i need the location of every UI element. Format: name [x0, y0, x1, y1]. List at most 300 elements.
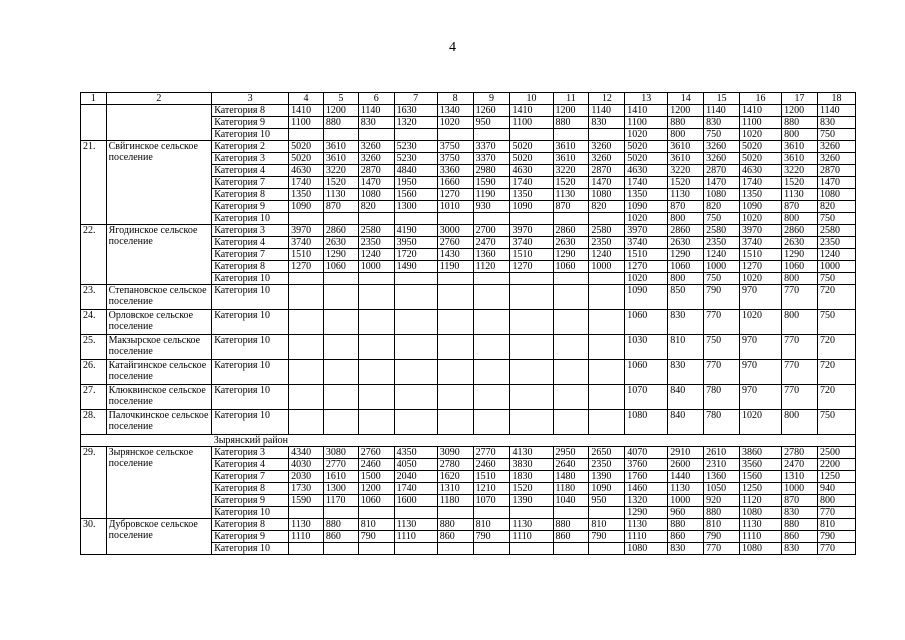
- value-cell: 2580: [704, 225, 740, 237]
- value-cell: 3610: [782, 141, 818, 153]
- value-cell: 780: [704, 385, 740, 410]
- category-cell: Категория 10: [212, 213, 289, 225]
- column-header: 13: [625, 93, 668, 105]
- value-cell: [358, 543, 394, 555]
- value-cell: 790: [817, 531, 855, 543]
- value-cell: 2610: [704, 447, 740, 459]
- category-cell: Категория 2: [212, 141, 289, 153]
- value-cell: 810: [704, 519, 740, 531]
- district-spacer: [81, 435, 212, 447]
- category-cell: Категория 9: [212, 117, 289, 129]
- value-cell: 1360: [704, 471, 740, 483]
- value-cell: 1660: [437, 177, 473, 189]
- value-cell: 870: [553, 201, 589, 213]
- category-cell: Категория 10: [212, 543, 289, 555]
- column-header: 9: [473, 93, 510, 105]
- category-cell: Категория 3: [212, 153, 289, 165]
- settlement-label: Степановское сельское поселение: [108, 285, 207, 307]
- value-cell: 750: [817, 213, 855, 225]
- category-cell: Категория 8: [212, 189, 289, 201]
- value-cell: 2350: [358, 237, 394, 249]
- value-cell: 1060: [358, 495, 394, 507]
- value-cell: 820: [704, 201, 740, 213]
- table-row: [81, 410, 856, 435]
- value-cell: 3260: [817, 141, 855, 153]
- value-cell: 1310: [782, 471, 818, 483]
- value-cell: [323, 213, 358, 225]
- value-cell: 920: [704, 495, 740, 507]
- value-cell: 1410: [740, 105, 782, 117]
- table-body: [81, 93, 856, 555]
- value-cell: 830: [817, 117, 855, 129]
- value-cell: [289, 335, 324, 360]
- value-cell: [437, 310, 473, 335]
- value-cell: [553, 273, 589, 285]
- value-cell: 1200: [323, 105, 358, 117]
- column-header: 18: [817, 93, 855, 105]
- value-cell: 800: [668, 273, 704, 285]
- value-cell: 1120: [473, 261, 510, 273]
- value-cell: 2860: [668, 225, 704, 237]
- value-cell: 1740: [625, 177, 668, 189]
- value-cell: [553, 129, 589, 141]
- district-name: Зырянский район: [212, 435, 856, 447]
- value-cell: 950: [589, 495, 625, 507]
- value-cell: 750: [704, 335, 740, 360]
- value-cell: [394, 543, 437, 555]
- value-cell: 5020: [740, 141, 782, 153]
- table-row: [81, 225, 856, 237]
- value-cell: 3560: [740, 459, 782, 471]
- column-header: 1: [81, 93, 107, 105]
- value-cell: 1060: [625, 360, 668, 385]
- value-cell: [394, 410, 437, 435]
- value-cell: 1590: [289, 495, 324, 507]
- value-cell: 2460: [358, 459, 394, 471]
- value-cell: 810: [473, 519, 510, 531]
- value-cell: 750: [704, 213, 740, 225]
- value-cell: 860: [553, 531, 589, 543]
- value-cell: 1050: [704, 483, 740, 495]
- settlement-name: [106, 105, 212, 141]
- value-cell: 1260: [473, 105, 510, 117]
- value-cell: 970: [740, 385, 782, 410]
- value-cell: 1090: [625, 285, 668, 310]
- category-cell: Категория 3: [212, 447, 289, 459]
- row-number: 23.: [81, 285, 107, 310]
- value-cell: 3740: [740, 237, 782, 249]
- table-row: [81, 447, 856, 459]
- value-cell: 800: [668, 129, 704, 141]
- value-cell: [437, 543, 473, 555]
- category-cell: Категория 10: [212, 335, 289, 360]
- value-cell: 770: [704, 543, 740, 555]
- value-cell: 1610: [323, 471, 358, 483]
- settlement-label: Дубровское сельское поселение: [108, 519, 198, 541]
- value-cell: 1200: [358, 483, 394, 495]
- value-cell: 3970: [510, 225, 553, 237]
- row-number: [81, 105, 107, 141]
- value-cell: 1110: [740, 531, 782, 543]
- value-cell: 2640: [553, 459, 589, 471]
- value-cell: 2350: [817, 237, 855, 249]
- value-cell: 2470: [473, 237, 510, 249]
- value-cell: 1270: [625, 261, 668, 273]
- value-cell: [358, 285, 394, 310]
- settlement-label: Катайгинское сельское поселение: [108, 360, 207, 382]
- value-cell: 790: [704, 531, 740, 543]
- value-cell: [589, 360, 625, 385]
- column-header: 7: [394, 93, 437, 105]
- value-cell: [473, 213, 510, 225]
- value-cell: 720: [817, 285, 855, 310]
- value-cell: 790: [589, 531, 625, 543]
- value-cell: 1020: [740, 129, 782, 141]
- value-cell: 930: [473, 201, 510, 213]
- value-cell: 1510: [510, 249, 553, 261]
- value-cell: [394, 385, 437, 410]
- value-cell: 2580: [358, 225, 394, 237]
- value-cell: 3970: [625, 225, 668, 237]
- column-header: 5: [323, 93, 358, 105]
- value-cell: 1630: [394, 105, 437, 117]
- value-cell: [358, 360, 394, 385]
- value-cell: 1020: [740, 213, 782, 225]
- value-cell: 1000: [817, 261, 855, 273]
- category-cell: Категория 9: [212, 201, 289, 213]
- value-cell: 1080: [704, 189, 740, 201]
- value-cell: 1390: [510, 495, 553, 507]
- value-cell: 4190: [394, 225, 437, 237]
- value-cell: [553, 360, 589, 385]
- value-cell: [589, 410, 625, 435]
- value-cell: 3260: [704, 153, 740, 165]
- value-cell: [358, 273, 394, 285]
- row-number: 24.: [81, 310, 107, 335]
- value-cell: 1000: [782, 483, 818, 495]
- value-cell: 3360: [437, 165, 473, 177]
- value-cell: 1120: [740, 495, 782, 507]
- value-cell: 860: [323, 531, 358, 543]
- value-cell: 2460: [473, 459, 510, 471]
- row-number: 25.: [81, 335, 107, 360]
- value-cell: [358, 129, 394, 141]
- value-cell: 1140: [589, 105, 625, 117]
- value-cell: 3260: [589, 141, 625, 153]
- value-cell: 1350: [510, 189, 553, 201]
- category-cell: Категория 10: [212, 410, 289, 435]
- value-cell: 1060: [668, 261, 704, 273]
- value-cell: 1080: [358, 189, 394, 201]
- value-cell: 1350: [289, 189, 324, 201]
- category-cell: Категория 8: [212, 261, 289, 273]
- settlement-label: Макзырское сельское поселение: [108, 335, 201, 357]
- value-cell: 770: [704, 360, 740, 385]
- value-cell: 720: [817, 385, 855, 410]
- value-cell: 1520: [668, 177, 704, 189]
- value-cell: 1100: [625, 117, 668, 129]
- value-cell: 1090: [625, 201, 668, 213]
- value-cell: [323, 507, 358, 519]
- value-cell: 870: [323, 201, 358, 213]
- value-cell: [394, 335, 437, 360]
- category-cell: Категория 9: [212, 531, 289, 543]
- value-cell: [473, 129, 510, 141]
- value-cell: 1140: [817, 105, 855, 117]
- value-cell: 1130: [510, 519, 553, 531]
- value-cell: 5230: [394, 141, 437, 153]
- value-cell: 1020: [740, 410, 782, 435]
- value-cell: 770: [817, 543, 855, 555]
- value-cell: 2200: [817, 459, 855, 471]
- value-cell: 1060: [782, 261, 818, 273]
- value-cell: [510, 507, 553, 519]
- value-cell: 5020: [510, 141, 553, 153]
- settlement-label: Палочкинское сельское поселение: [108, 410, 209, 432]
- value-cell: 1390: [589, 471, 625, 483]
- value-cell: 5020: [289, 141, 324, 153]
- value-cell: 3610: [323, 141, 358, 153]
- value-cell: [289, 410, 324, 435]
- value-cell: [589, 543, 625, 555]
- category-cell: Категория 10: [212, 507, 289, 519]
- category-cell: Категория 7: [212, 249, 289, 261]
- value-cell: 4630: [510, 165, 553, 177]
- value-cell: 2350: [589, 459, 625, 471]
- value-cell: 2650: [589, 447, 625, 459]
- value-cell: [473, 543, 510, 555]
- row-number: 26.: [81, 360, 107, 385]
- value-cell: 880: [553, 519, 589, 531]
- value-cell: 4840: [394, 165, 437, 177]
- value-cell: [553, 385, 589, 410]
- value-cell: [589, 335, 625, 360]
- value-cell: 2040: [394, 471, 437, 483]
- table-row: [81, 385, 856, 410]
- value-cell: 790: [473, 531, 510, 543]
- value-cell: 1080: [740, 543, 782, 555]
- value-cell: 860: [782, 531, 818, 543]
- value-cell: 800: [782, 273, 818, 285]
- value-cell: 2350: [589, 237, 625, 249]
- table-row: [81, 360, 856, 385]
- value-cell: 1440: [668, 471, 704, 483]
- settlement-label: Зырянское сельское поселение: [108, 447, 194, 469]
- value-cell: 880: [553, 117, 589, 129]
- value-cell: 840: [668, 385, 704, 410]
- value-cell: 830: [358, 117, 394, 129]
- category-cell: Категория 9: [212, 495, 289, 507]
- value-cell: 1130: [394, 519, 437, 531]
- value-cell: [323, 310, 358, 335]
- value-cell: 3370: [473, 153, 510, 165]
- value-cell: 2580: [589, 225, 625, 237]
- value-cell: 5020: [510, 153, 553, 165]
- category-cell: Категория 8: [212, 519, 289, 531]
- value-cell: [394, 310, 437, 335]
- value-cell: [589, 273, 625, 285]
- value-cell: 3370: [473, 141, 510, 153]
- value-cell: 2910: [668, 447, 704, 459]
- settlement-name: [106, 410, 212, 435]
- value-cell: 2780: [782, 447, 818, 459]
- value-cell: 1410: [289, 105, 324, 117]
- value-cell: 1410: [625, 105, 668, 117]
- value-cell: 1560: [394, 189, 437, 201]
- value-cell: 1130: [782, 189, 818, 201]
- value-cell: 720: [817, 335, 855, 360]
- value-cell: 5020: [625, 141, 668, 153]
- value-cell: 3220: [782, 165, 818, 177]
- value-cell: [394, 129, 437, 141]
- column-header: 16: [740, 93, 782, 105]
- value-cell: [553, 410, 589, 435]
- value-cell: 1000: [668, 495, 704, 507]
- value-cell: 3610: [323, 153, 358, 165]
- value-cell: 3090: [437, 447, 473, 459]
- table-row: [81, 310, 856, 335]
- value-cell: 3740: [625, 237, 668, 249]
- value-cell: 1020: [625, 213, 668, 225]
- column-header: 8: [437, 93, 473, 105]
- value-cell: 1310: [437, 483, 473, 495]
- category-cell: Категория 4: [212, 237, 289, 249]
- column-header: 2: [106, 93, 212, 105]
- value-cell: 1020: [437, 117, 473, 129]
- value-cell: 1110: [510, 531, 553, 543]
- value-cell: 2500: [817, 447, 855, 459]
- value-cell: 800: [782, 410, 818, 435]
- value-cell: 1180: [553, 483, 589, 495]
- value-cell: [289, 129, 324, 141]
- value-cell: 1180: [437, 495, 473, 507]
- category-cell: Категория 10: [212, 310, 289, 335]
- value-cell: 1020: [740, 310, 782, 335]
- value-cell: 3740: [289, 237, 324, 249]
- value-cell: 1470: [817, 177, 855, 189]
- value-cell: 1600: [394, 495, 437, 507]
- value-cell: 2980: [473, 165, 510, 177]
- value-cell: [289, 285, 324, 310]
- value-cell: 4630: [740, 165, 782, 177]
- value-cell: 1110: [625, 531, 668, 543]
- value-cell: 830: [782, 543, 818, 555]
- value-cell: [323, 129, 358, 141]
- value-cell: 820: [589, 201, 625, 213]
- value-cell: 1210: [473, 483, 510, 495]
- value-cell: 1590: [473, 177, 510, 189]
- value-cell: [323, 335, 358, 360]
- value-cell: [358, 310, 394, 335]
- value-cell: 3220: [668, 165, 704, 177]
- value-cell: 3610: [553, 141, 589, 153]
- value-cell: [289, 213, 324, 225]
- value-cell: [473, 285, 510, 310]
- value-cell: 3950: [394, 237, 437, 249]
- value-cell: [589, 507, 625, 519]
- value-cell: 2630: [553, 237, 589, 249]
- value-cell: 1090: [740, 201, 782, 213]
- value-cell: 1070: [625, 385, 668, 410]
- value-cell: 2870: [817, 165, 855, 177]
- value-cell: [589, 129, 625, 141]
- value-cell: 830: [668, 360, 704, 385]
- value-cell: 1170: [323, 495, 358, 507]
- value-cell: 1080: [817, 189, 855, 201]
- row-number: 30.: [81, 519, 107, 555]
- value-cell: 1300: [323, 483, 358, 495]
- value-cell: 1090: [510, 201, 553, 213]
- value-cell: 1080: [625, 410, 668, 435]
- value-cell: [473, 385, 510, 410]
- value-cell: 770: [782, 335, 818, 360]
- value-cell: 4030: [289, 459, 324, 471]
- value-cell: 780: [704, 410, 740, 435]
- value-cell: 3970: [289, 225, 324, 237]
- value-cell: [394, 360, 437, 385]
- value-cell: 970: [740, 360, 782, 385]
- value-cell: 1240: [358, 249, 394, 261]
- value-cell: 1200: [553, 105, 589, 117]
- value-cell: 4050: [394, 459, 437, 471]
- value-cell: 1020: [625, 273, 668, 285]
- value-cell: 1320: [394, 117, 437, 129]
- value-cell: [437, 285, 473, 310]
- value-cell: 3610: [553, 153, 589, 165]
- value-cell: 5230: [394, 153, 437, 165]
- value-cell: 1520: [323, 177, 358, 189]
- value-cell: 5020: [740, 153, 782, 165]
- settlement-name: [106, 285, 212, 310]
- column-header: 6: [358, 93, 394, 105]
- value-cell: 1080: [740, 507, 782, 519]
- value-cell: [437, 335, 473, 360]
- value-cell: 1290: [553, 249, 589, 261]
- value-cell: [553, 310, 589, 335]
- header-row: [81, 93, 856, 105]
- value-cell: 1620: [437, 471, 473, 483]
- value-cell: [553, 507, 589, 519]
- row-number: 27.: [81, 385, 107, 410]
- category-cell: Категория 8: [212, 483, 289, 495]
- value-cell: 1460: [625, 483, 668, 495]
- value-cell: 1950: [394, 177, 437, 189]
- value-cell: 1470: [704, 177, 740, 189]
- value-cell: 1740: [740, 177, 782, 189]
- value-cell: [437, 507, 473, 519]
- value-cell: 880: [323, 519, 358, 531]
- value-cell: 2870: [358, 165, 394, 177]
- value-cell: 790: [358, 531, 394, 543]
- value-cell: 1740: [394, 483, 437, 495]
- settlement-name: [106, 447, 212, 519]
- value-cell: 1090: [289, 201, 324, 213]
- table-row: [81, 519, 856, 531]
- settlement-name: [106, 360, 212, 385]
- value-cell: 1510: [473, 471, 510, 483]
- value-cell: 810: [668, 335, 704, 360]
- value-cell: 1010: [437, 201, 473, 213]
- value-cell: 3610: [782, 153, 818, 165]
- value-cell: [553, 285, 589, 310]
- value-cell: 3610: [668, 153, 704, 165]
- value-cell: 880: [437, 519, 473, 531]
- value-cell: 1740: [289, 177, 324, 189]
- value-cell: 750: [704, 129, 740, 141]
- value-cell: 2860: [323, 225, 358, 237]
- column-header: 3: [212, 93, 289, 105]
- value-cell: 1130: [323, 189, 358, 201]
